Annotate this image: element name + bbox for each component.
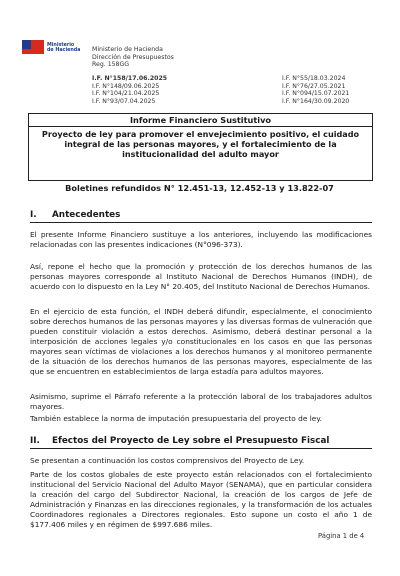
section-divider: [30, 222, 372, 223]
refs-left: [92, 75, 167, 105]
paragraph: El presente Informe Financiero sustituye a los anteriores, incluyendo las modificaciones relacionadas con las presentes indicaciones (N°096-373).: [30, 230, 372, 249]
section-heading: [30, 210, 120, 220]
bill-title: Proyecto de ley para promover el envejecimiento positivo, el cuidado integral de las personas mayores, y el fortalecimiento de la institucionalidad del adulto mayor: [41, 129, 360, 160]
section-number: I.: [30, 210, 37, 220]
ref-item: I.F. N°76/27.05.2021: [282, 82, 346, 90]
section-number: II.: [30, 436, 40, 446]
page-number: Página 1 de 4: [318, 532, 365, 540]
ref-item: I.F. N°93/07.04.2025: [92, 97, 156, 105]
title-box: [28, 113, 373, 181]
ref-item: I.F. N°094/15.07.2021: [282, 90, 350, 97]
paragraph: En el ejercicio de esta función, el INDH deberá difundir, especialmente, el conocimiento sobre derechos humanos de las personas mayores y las diversas formas de vulneración que pueden constituir violación a estos derechos. Asimismo, deberá destinar personal a la interposición de acciones legales y/o constitucionales en los casos en que las personas mayores sean víctimas de violaciones a los derechos humanos y al monitoreo permanente de la situación de los derechos humanos de las personas mayores, especialmente de las que se encuentren en establecimientos de larga estadía para adultos mayores.: [30, 307, 372, 376]
boletines: Boletines refundidos N° 12.451-13, 12.452-13 y 13.822-07: [65, 183, 334, 193]
refs-right: [282, 75, 349, 105]
ref-item: I.F. N°164/30.09.2020: [282, 97, 350, 105]
ref-item: I.F. N°148/09.06.2025: [92, 82, 160, 90]
ref-item: I.F. N°104/21.04.2025: [92, 90, 160, 97]
svg-text:de Hacienda: de Hacienda: [47, 48, 80, 53]
section-title: Efectos del Proyecto de Ley sobre el Presupuesto Fiscal: [52, 436, 330, 446]
paragraph: Asimismo, suprime el Párrafo referente a la protección laboral de los trabajadores adultos mayores.: [30, 392, 372, 411]
ministry-block: [92, 46, 174, 69]
svg-text:Ministerio: Ministerio: [47, 43, 75, 48]
section-heading: [30, 436, 329, 446]
report-heading: Informe Financiero Sustitutivo: [29, 114, 372, 127]
paragraph: Así, repone el hecho que la promoción y protección de los derechos humanos de las personas mayores corresponde al Instituto Nacional de Derechos Humanos (INDH), de acuerdo con lo dispuesto en la Ley N° 20.405, del Instituto Nacional de Derechos Humanos.: [30, 262, 372, 291]
section-divider: [30, 448, 372, 449]
ministry-line: Reg. 158GG: [92, 61, 130, 68]
ref-item: I.F. N°55/18.03.2024: [282, 75, 346, 82]
ministry-line: Dirección de Presupuestos: [92, 53, 174, 61]
section-title: Antecedentes: [52, 210, 121, 220]
paragraph: También establece la norma de imputación presupuestaria del proyecto de ley.: [30, 414, 323, 423]
ref-item: I.F. N°158/17.06.2025: [92, 75, 168, 82]
government-logo: [22, 40, 80, 86]
paragraph: Se presentan a continuación los costos comprensivos del Proyecto de Ley.: [30, 456, 305, 465]
ministry-line: Ministerio de Hacienda: [92, 46, 163, 53]
paragraph: Parte de los costos globales de este proyecto están relacionados con el fortalecimiento institucional del Servicio Nacional del Adulto Mayor (SENAMA), que en particular considera la creación del cargo del Subdirector Nacional, la creación de los cargos de Jefe de Administración y Finanzas en las direcciones regionales, y la transformación de los actuales Coordinadores regionales a Directores regionales. Esto supone un costo el año 1 de $177.406 miles y en régimen de $997.686 miles.: [30, 470, 372, 529]
